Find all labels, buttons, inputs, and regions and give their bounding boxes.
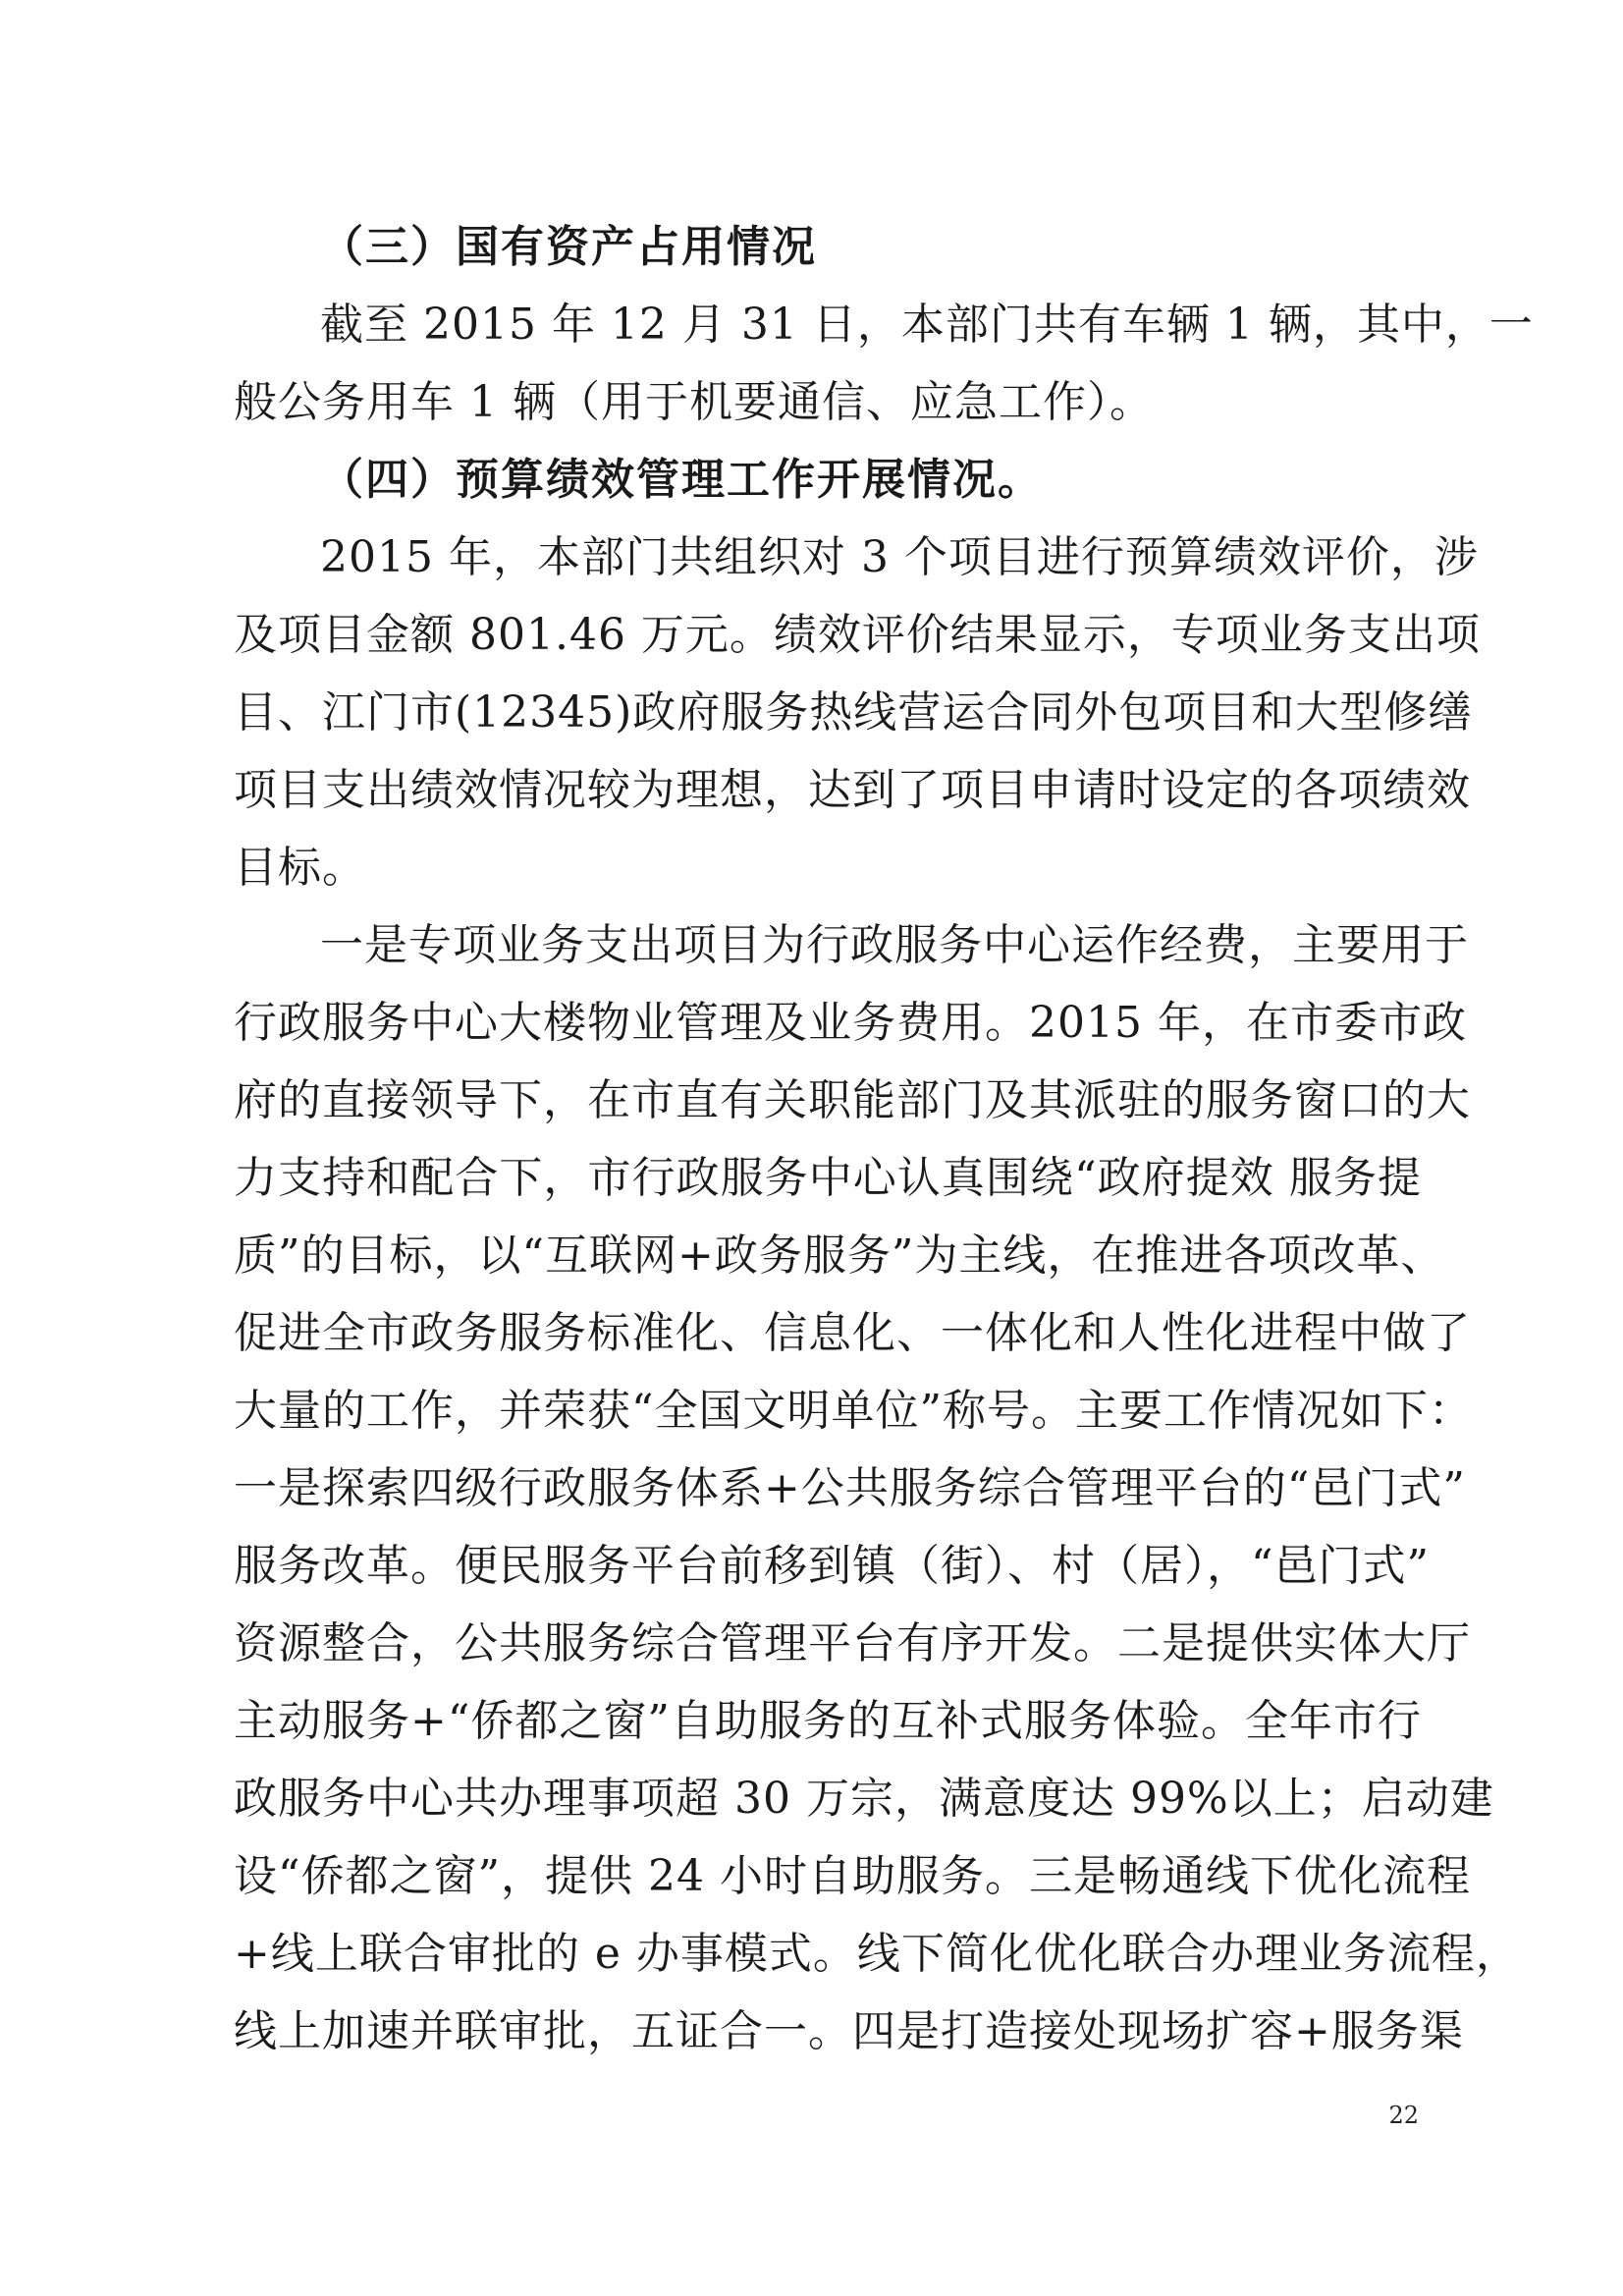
paragraph-line: 目、江门市(12345)政府服务热线营运合同外包项目和大型修缮	[234, 687, 1473, 738]
paragraph-line: 一是探索四级行政服务体系+公共服务综合管理平台的“邑门式”	[234, 1463, 1466, 1513]
paragraph-line: 服务改革。便民服务平台前移到镇（街）、村（居），“邑门式”	[234, 1541, 1430, 1591]
paragraph-line: 行政服务中心大楼物业管理及业务费用。2015 年，在市委市政	[234, 998, 1467, 1048]
page-number: 22	[1388, 2102, 1419, 2129]
paragraph-line: 力支持和配合下，市行政服务中心认真围绕“政府提效 服务提	[234, 1153, 1422, 1203]
section-heading: （三）国有资产占用情况	[320, 222, 817, 272]
paragraph-line: 截至 2015 年 12 月 31 日，本部门共有车辆 1 辆，其中，一	[320, 300, 1534, 350]
paragraph-line: 线上加速并联审批，五证合一。四是打造接处现场扩容+服务渠	[234, 2006, 1464, 2056]
paragraph-line: 项目支出绩效情况较为理想，达到了项目申请时设定的各项绩效	[234, 765, 1471, 815]
paragraph-line: 般公务用车 1 辆（用于机要通信、应急工作）。	[234, 377, 1154, 427]
paragraph-line: 质”的目标，以“互联网+政务服务”为主线，在推进各项改革、	[234, 1230, 1445, 1281]
paragraph-line: 促进全市政务服务标准化、信息化、一体化和人性化进程中做了	[234, 1308, 1471, 1358]
paragraph-line: 2015 年，本部门共组织对 3 个项目进行预算绩效评价，涉	[320, 532, 1479, 582]
section-heading: （四）预算绩效管理工作开展情况。	[320, 455, 1043, 505]
paragraph-line: 及项目金额 801.46 万元。绩效评价结果显示，专项业务支出项	[234, 610, 1481, 660]
document-body	[234, 208, 1534, 2070]
paragraph-line: 设“侨都之窗”，提供 24 小时自助服务。三是畅通线下优化流程	[234, 1851, 1471, 1901]
paragraph-line: 大量的工作，并荣获“全国文明单位”称号。主要工作情况如下：	[234, 1386, 1473, 1436]
paragraph-line: 主动服务+“侨都之窗”自助服务的互补式服务体验。全年市行	[234, 1696, 1422, 1746]
paragraph-line: 目标。	[234, 843, 366, 893]
paragraph-line: 一是专项业务支出项目为行政服务中心运作经费，主要用于	[320, 920, 1469, 970]
paragraph-line: 资源整合，公共服务综合管理平台有序开发。二是提供实体大厅	[234, 1618, 1471, 1668]
paragraph-line: +线上联合审批的 e 办事模式。线下简化优化联合办理业务流程，	[234, 1929, 1520, 1979]
paragraph-line: 府的直接领导下，在市直有关职能部门及其派驻的服务窗口的大	[234, 1075, 1471, 1125]
paragraph-line: 政服务中心共办理事项超 30 万宗，满意度达 99%以上；启动建	[234, 1774, 1494, 1824]
